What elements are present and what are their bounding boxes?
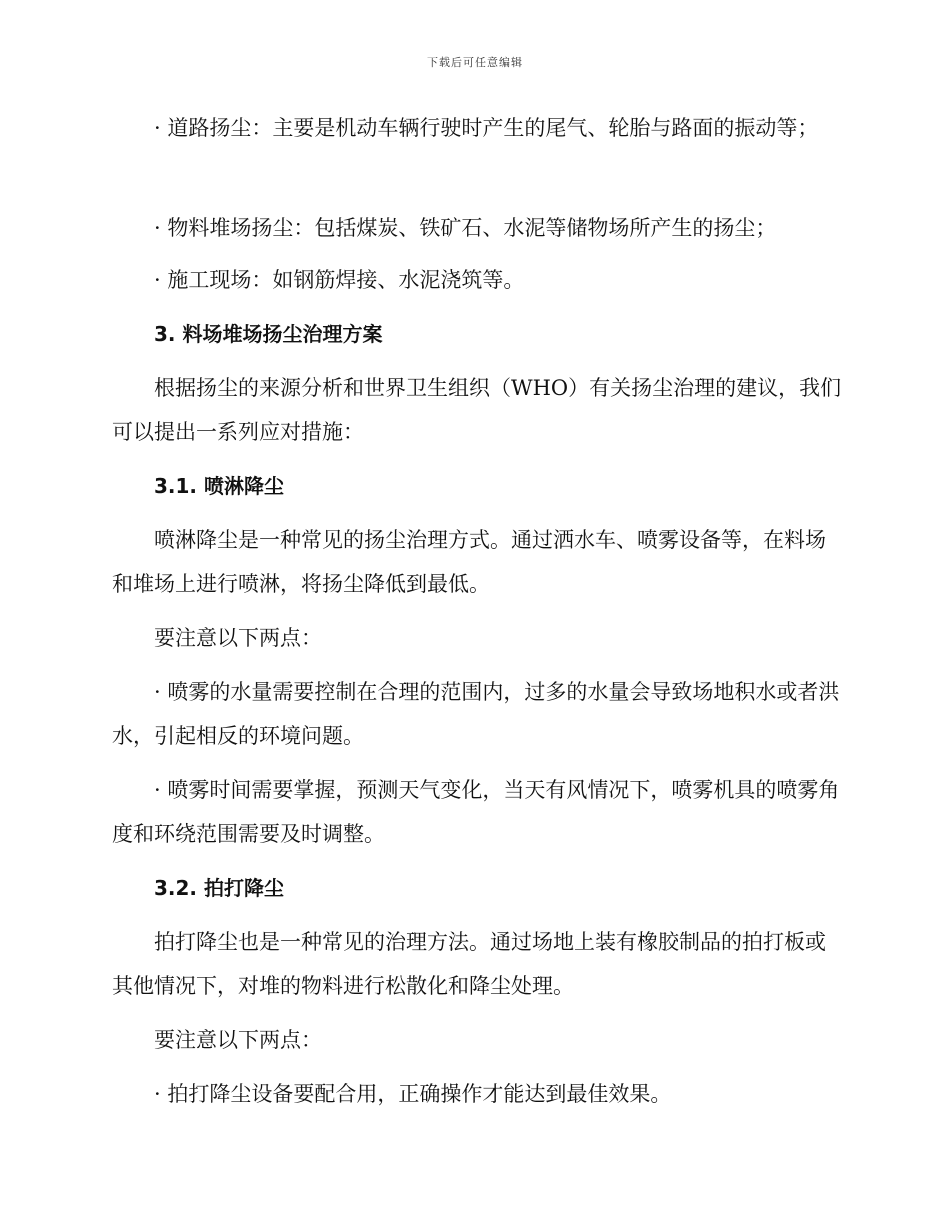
bullet-spray-timing: · 喷雾时间需要掌握，预测天气变化，当天有风情况下，喷雾机具的喷雾角度和环绕范围需要及时调整。 bbox=[112, 778, 840, 846]
section-heading-3-1: 3.1. 喷淋降尘 bbox=[154, 474, 284, 498]
bullet-material-yard-dust: · 物料堆场扬尘：包括煤炭、铁矿石、水泥等储物场所产生的扬尘； bbox=[154, 216, 777, 240]
section-heading-3: 3. 料场堆场扬尘治理方案 bbox=[154, 322, 383, 346]
bullet-road-dust: · 道路扬尘：主要是机动车辆行驶时产生的尾气、轮胎与路面的振动等； bbox=[154, 116, 819, 140]
bullet-spray-water: · 喷雾的水量需要控制在合理的范围内，过多的水量会导致场地积水或者洪水，引起相反的环境问题。 bbox=[112, 680, 840, 748]
bullet-construction-site: · 施工现场：如钢筋焊接、水泥浇筑等。 bbox=[154, 268, 525, 292]
page-header: 下载后可任意编辑 bbox=[427, 56, 523, 69]
note-intro-2: 要注意以下两点： bbox=[154, 1028, 322, 1052]
intro-paragraph: 根据扬尘的来源分析和世界卫生组织（WHO）有关扬尘治理的建议，我们可以提出一系列应对措施： bbox=[112, 376, 842, 444]
bullet-beating-equipment: · 拍打降尘设备要配合用，正确操作才能达到最佳效果。 bbox=[154, 1082, 672, 1106]
note-intro-1: 要注意以下两点： bbox=[154, 626, 322, 650]
beating-paragraph: 拍打降尘也是一种常见的治理方法。通过场地上装有橡胶制品的拍打板或其他情况下，对堆的物料进行松散化和降尘处理。 bbox=[112, 930, 826, 998]
spray-paragraph: 喷淋降尘是一种常见的扬尘治理方式。通过洒水车、喷雾设备等，在料场和堆场上进行喷淋，将扬尘降低到最低。 bbox=[112, 528, 826, 596]
section-heading-3-2: 3.2. 拍打降尘 bbox=[154, 876, 284, 900]
